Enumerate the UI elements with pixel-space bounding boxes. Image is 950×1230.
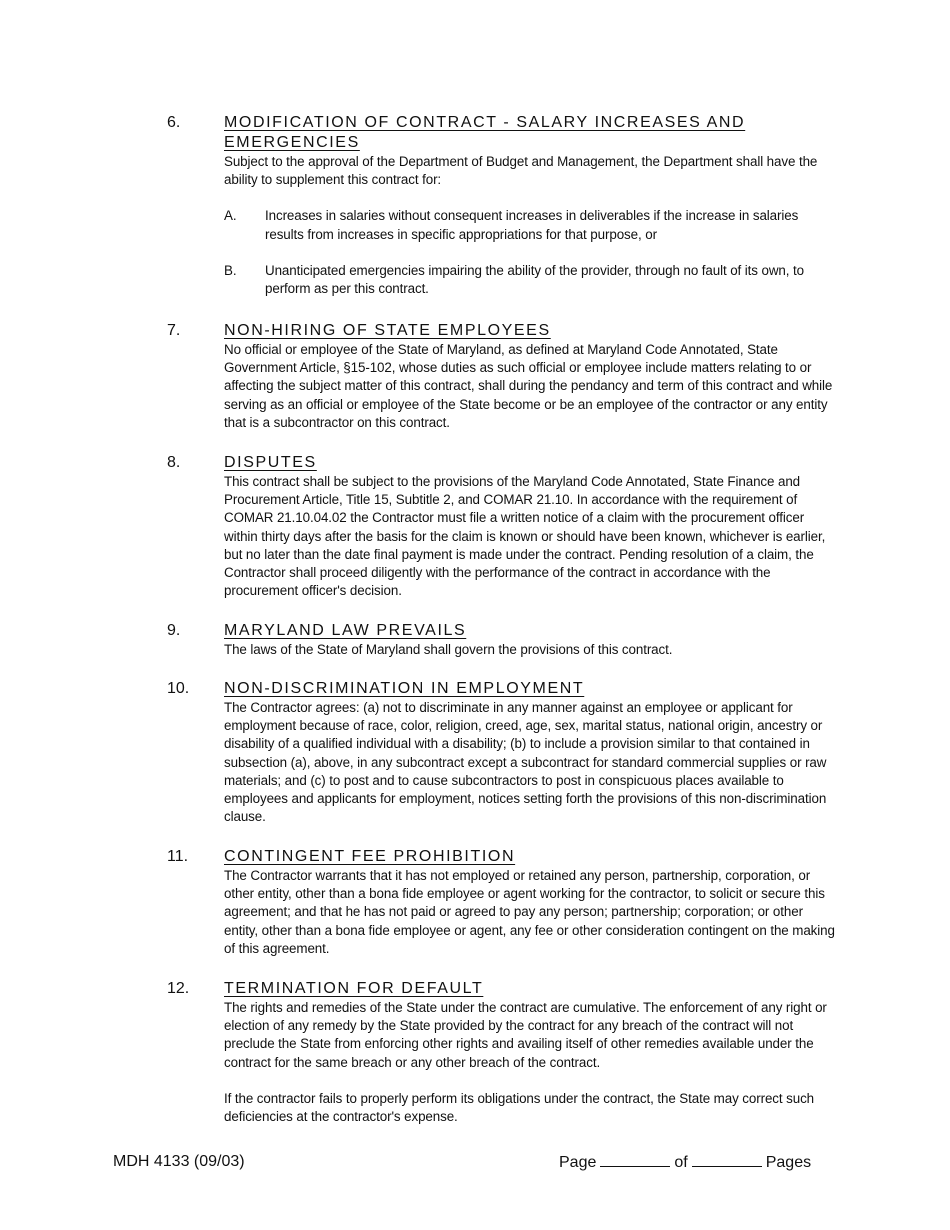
section-paragraph: The rights and remedies of the State under the contract are cumulative. The enforcement of any right or election of any remedy by the State provided by the contract for any breach of the contract will not preclude the State from enforcing other rights and availing itself of other remedies available under the contract for the same breach or any other breach of the contract. <box>224 1000 827 1070</box>
page-number-blank <box>600 1152 670 1167</box>
section-number: 6. <box>167 114 181 131</box>
list-item <box>224 207 840 243</box>
list-item <box>224 262 840 298</box>
section-title: TERMINATION FOR DEFAULT <box>224 980 484 997</box>
section-number: 12. <box>167 980 190 997</box>
list-item-label: A. <box>224 208 237 224</box>
section-7 <box>167 321 847 432</box>
section-title: CONTINGENT FEE PROHIBITION <box>224 848 516 865</box>
of-label: of <box>674 1154 688 1171</box>
section-number: 9. <box>167 622 181 639</box>
section-10 <box>167 679 847 826</box>
section-paragraph: The Contractor warrants that it has not employed or retained any person, partnership, corporation, or other entity, other than a bona fide employee or agent working for the contractor, to solicit or secure this agreement; and that he has not paid or agreed to pay any person; partnership; corporation; or other entity, other than a bona fide employee or agent, any fee or other consideration contingent on the making of this agreement. <box>224 868 835 956</box>
section-paragraph: Subject to the approval of the Department of Budget and Management, the Department shall have the ability to supplement this contract for: <box>224 154 818 188</box>
section-paragraph: If the contractor fails to properly perform its obligations under the contract, the State may correct such deficiencies at the contractor's expense. <box>224 1090 815 1125</box>
section-title: DISPUTES <box>224 454 317 471</box>
section-number: 8. <box>167 454 181 471</box>
section-paragraph: No official or employee of the State of Maryland, as defined at Maryland Code Annotated, State Government Article, §15-102, whose duties as such official or employee include matters relating to or affecting the subject matter of this contract, shall during the pendancy and term of this contract and while serving as an official or employee of the State become or be an employee of the contractor or any entity that is a subcontractor on this contract. <box>224 342 833 430</box>
section-6 <box>167 113 847 298</box>
section-title: NON-HIRING OF STATE EMPLOYEES <box>224 322 551 339</box>
list-item-text: Increases in salaries without consequent increases in deliverables if the increase in salaries results from increases in specific appropriations for that purpose, or <box>265 208 799 242</box>
total-pages-blank <box>692 1152 762 1167</box>
form-id: MDH 4133 (09/03) <box>113 1153 245 1170</box>
section-title: MARYLAND LAW PREVAILS <box>224 622 467 639</box>
section-11 <box>167 847 847 958</box>
section-paragraph: This contract shall be subject to the provisions of the Maryland Code Annotated, State Finance and Procurement Article, Title 15, Subtitle 2, and COMAR 21.10. In accordance with the requirement of COMAR 21.10.04.02 the Contractor must file a written notice of a claim with the procurement officer within thirty days after the basis for the claim is known or should have been known, whichever is earlier, but no later than the date final payment is made under the contract. Pending resolution of a claim, the Contractor shall proceed diligently with the performance of the contract in accordance with the procurement officer's decision. <box>224 474 826 599</box>
list-item-label: B. <box>224 262 237 278</box>
page-label: Page <box>559 1154 597 1171</box>
list-item-text: Unanticipated emergencies impairing the ability of the provider, through no fault of its own, to perform as per this contract. <box>265 262 804 297</box>
section-12 <box>167 979 847 1126</box>
section-title: MODIFICATION OF CONTRACT - SALARY INCREASES AND EMERGENCIES <box>224 114 746 151</box>
section-paragraph: The laws of the State of Maryland shall govern the provisions of this contract. <box>224 642 673 657</box>
section-number: 10. <box>167 680 190 697</box>
section-paragraph: The Contractor agrees: (a) not to discriminate in any manner against an employee or applicant for employment because of race, color, religion, creed, age, sex, marital status, national origin, ancestry or disability of a qualified individual with a disability; (b) to include a provision similar to that contained in subsection (a), above, in any subcontract except a subcontract for standard commercial supplies or raw materials; and (c) to post and to cause subcontractors to post in conspicuous places available to employees and applicants for employment, notices setting forth the provisions of this non-discrimination clause. <box>224 700 827 825</box>
pages-label: Pages <box>765 1154 812 1171</box>
section-9 <box>167 621 847 659</box>
page-count <box>559 1152 811 1173</box>
section-title: NON-DISCRIMINATION IN EMPLOYMENT <box>224 680 585 697</box>
section-number: 11. <box>167 848 189 865</box>
section-8 <box>167 453 847 600</box>
section-number: 7. <box>167 322 181 339</box>
